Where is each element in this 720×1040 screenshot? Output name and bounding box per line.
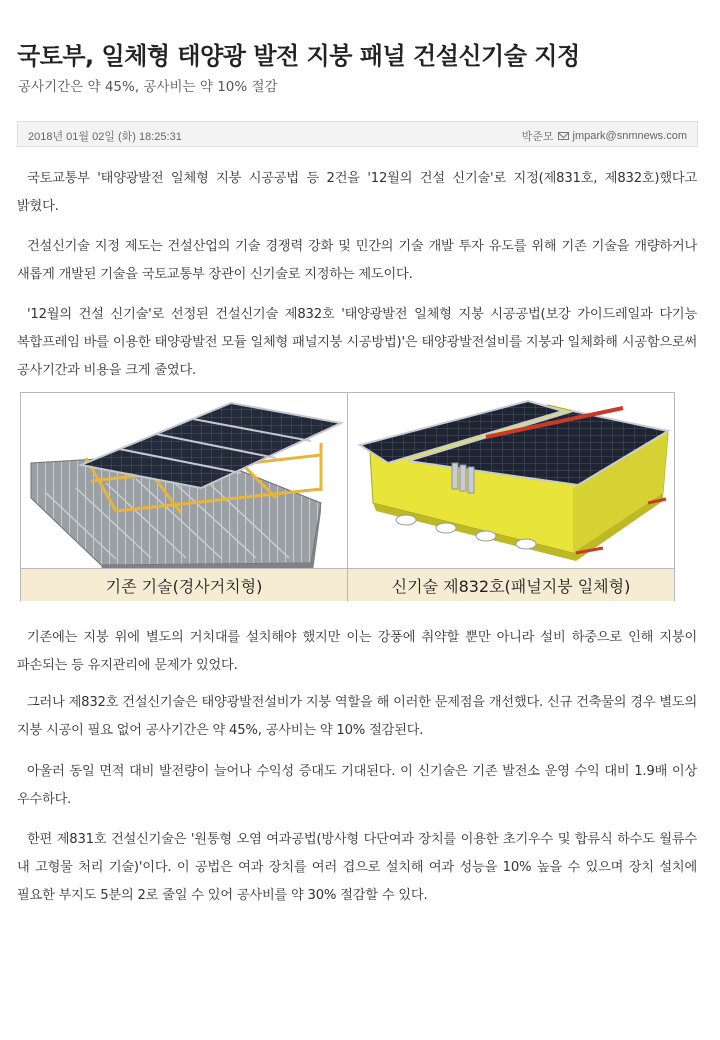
article-date: 2018년 01월 02일 (화) 18:25:31 [28,131,182,143]
mail-icon [558,132,569,140]
figure-caption-right: 신기술 제832호(패널지붕 일체형) [391,577,631,596]
paragraph-1: 국토교통부 '태양광발전 일체형 지붕 시공공법 등 2건을 '12월의 건설 신기술'로 지정(제831호, 제832호)했다고 밝혔다. [17,171,697,214]
author-email[interactable]: jmpark@snmnews.com [572,130,687,142]
integrated-panel-roof-image [348,393,674,568]
paragraph-4: 기존에는 지붕 위에 별도의 거치대를 설치해야 했지만 이는 강풍에 취약할 뿐만 아니라 설비 하중으로 인해 지붕이 파손되는 등 유지관리에 문제가 있었다. [17,630,697,673]
paragraph-7: 한편 제831호 건설신기술은 '원통형 오염 여과공법(방사형 다단여과 장치를 이용한 초기우수 및 합류식 하수도 월류수 내 고형물 처리 기술)'이다. 이 공법은 여과 장치를 여러 겹으로 설치해 여과 성능을 10% 높을 수 있으며 장치 설치에 필요한 부지도 5분의 2로 줄일 수 있어 공사비를 약 30% 절감할 수 있다. [17,832,697,903]
paragraph-5: 그러나 제832호 건설신기술은 태양광발전설비가 지붕 역할을 해 이러한 문제점을 개선했다. 신규 건축물의 경우 별도의 지붕 시공이 필요 없어 공사기간은 약 45%, 공사비는 약 10% 절감된다. [17,695,697,738]
figure-caption-bar [21,568,674,601]
new-tech-illustration [348,393,674,568]
article-meta-bar [17,121,698,147]
paragraph-3: '12월의 건설 신기술'로 선정된 건설신기술 제832호 '태양광발전 일체형 지붕 시공공법(보강 가이드레일과 다기능 복합프레임 바를 이용한 태양광발전 모듈 일체형 패널지붕 시공방법)'은 태양광발전설비를 지붕과 일체화해 시공함으로써 공사기간과 비용을 크게 줄였다. [17,307,697,378]
inclined-mount-roof-image [21,393,347,568]
paragraph-6: 아울러 동일 면적 대비 발전량이 늘어나 수익성 증대도 기대된다. 이 신기술은 기존 발전소 운영 수익 대비 1.9배 이상 우수하다. [17,764,697,807]
article-subheadline: 공사기간은 약 45%, 공사비는 약 10% 절감 [18,79,278,95]
existing-tech-illustration [21,393,348,568]
author-name: 박준모 [521,131,554,143]
article-headline: 국토부, 일체형 태양광 발전 지붕 패널 건설신기술 지정 [17,42,580,70]
author-info [522,128,687,144]
figure-caption-left: 기존 기술(경사거치형) [105,577,263,596]
paragraph-2: 건설신기술 지정 제도는 건설산업의 기술 경쟁력 강화 및 민간의 기술 개발 투자 유도를 위해 기존 기술을 개량하거나 새롭게 개발된 기술을 국토교통부 장관이 신기술로 지정하는 제도이다. [17,239,697,282]
article-figure [20,392,675,601]
